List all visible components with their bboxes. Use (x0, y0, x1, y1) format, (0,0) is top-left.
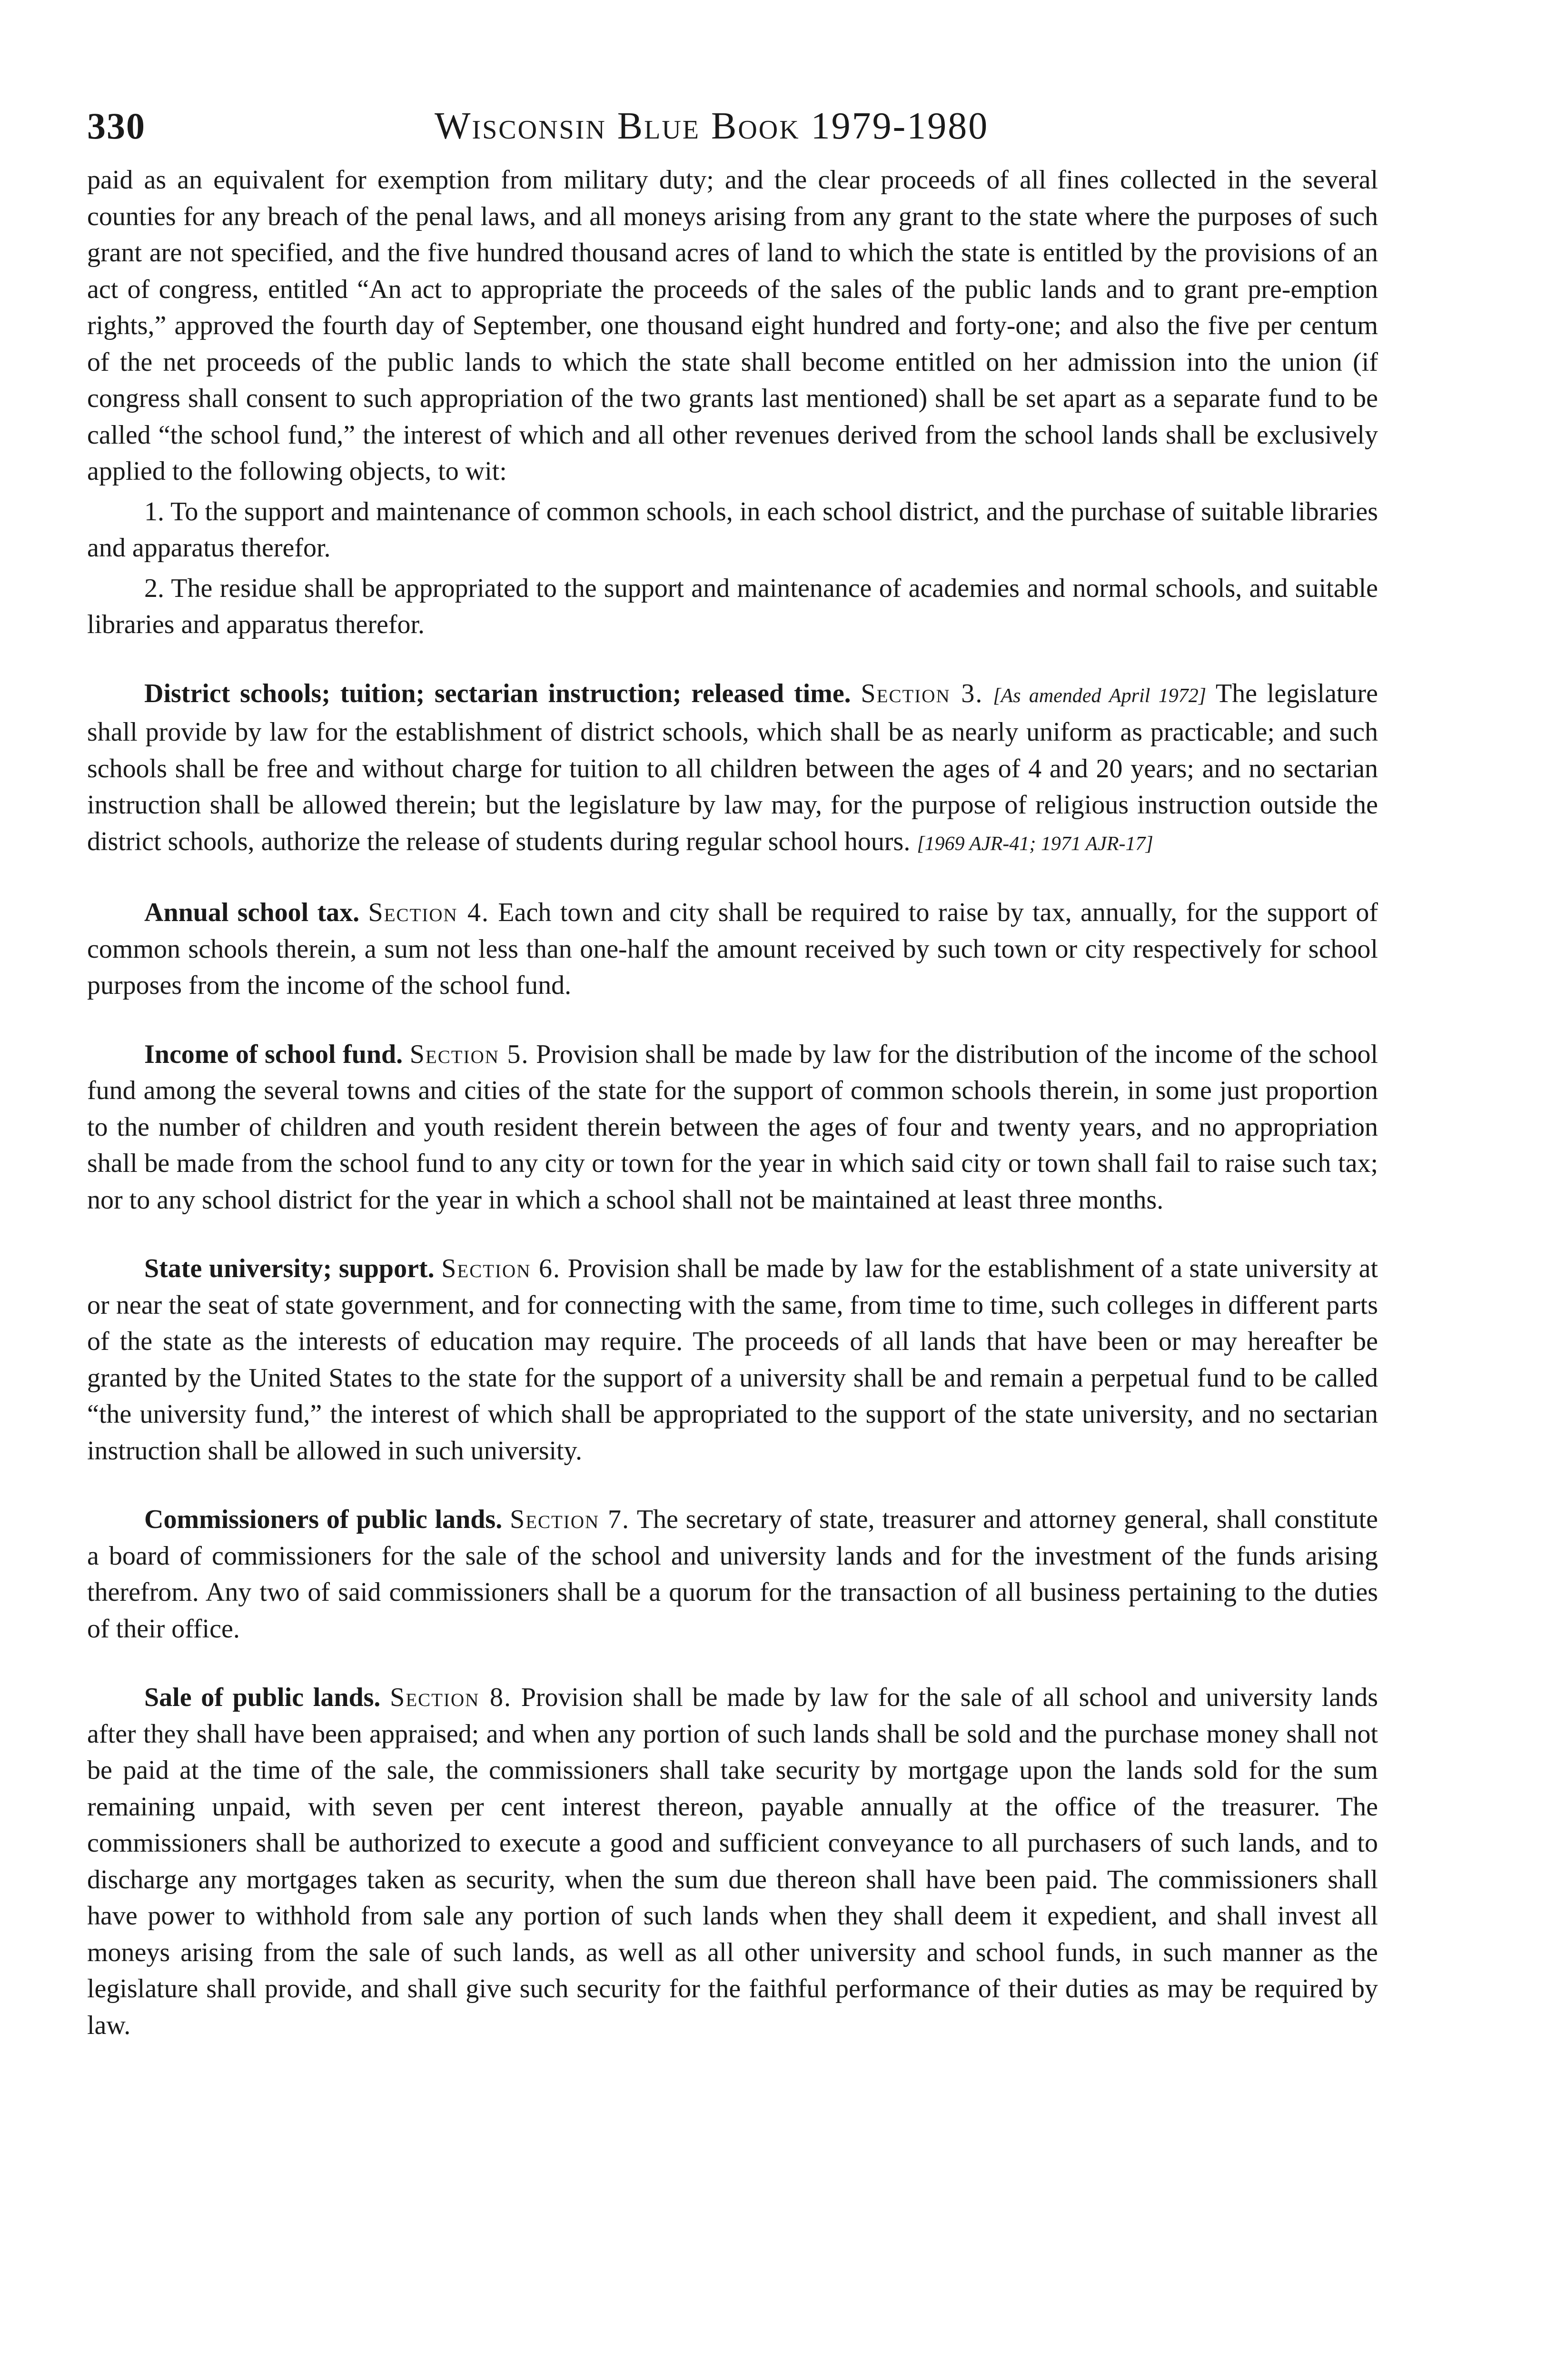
section-5 (87, 1036, 1378, 1219)
intro-paragraph: paid as an equivalent for exemption from military duty; and the clear proceeds of all fines collected in the several counties for any breach of the penal laws, and all moneys arising from any grant to the state where the purposes of such grant are not specified, and the five hundred thousand acres of land to which the state is entitled by the provisions of an act of congress, entitled “An act to appropriate the proceeds of the sales of the public lands and to grant pre-emption rights,” approved the fourth day of September, one thousand eight hundred and forty-one; and also the five per centum of the net proceeds of the public lands to which the state shall become entitled on her admission into the union (if congress shall consent to such appropriation of the two grants last mentioned) shall be set apart as a separate fund to be called “the school fund,” the interest of which and all other revenues derived from the school lands shall be exclusively applied to the following objects, to wit: (87, 165, 1378, 486)
section-body: Provision shall be made by law for the sale of all school and university lands after they shall have been appraised; and when any portion of such lands shall be sold and the purchase money shall not be paid at the time of the sale, the commissioners shall take security by mortgage upon the lands sold for the sum remaining unpaid, with seven per cent interest thereon, payable annually at the office of the treasurer. The commissioners shall be authorized to execute a good and sufficient conveyance to all purchasers of such lands, and to discharge any mortgages taken as security, when the sum due thereon shall have been paid. The commissioners shall have power to withhold from sale any portion of such lands when they shall deem it expedient, and shall invest all moneys arising from the sale of such lands, as well as all other university and school funds, in such manner as the legislature shall provide, and shall give such security for the faithful performance of their duties as may be required by law. (87, 1683, 1378, 2040)
section-label: Section 3. (861, 678, 983, 708)
page-header (87, 95, 1378, 162)
amendment-note: [As amended April 1972] (993, 684, 1207, 707)
section-body: The legislature shall provide by law for the establishment of district schools, which shall be as nearly uniform as practicable; and such schools shall be free and without charge for tuition to all children between the ages of 4 and 20 years; and no sectarian instruction shall be allowed therein; but the legislature by law may, for the purpose of religious instruction outside the district schools, authorize the release of students during regular school hours. (87, 678, 1378, 856)
section-heading: State university; support. (144, 1254, 435, 1283)
list-item: 1. To the support and maintenance of common schools, in each school district, and the purchase of suitable libraries and apparatus therefor. (87, 496, 1378, 563)
section-6 (87, 1250, 1378, 1469)
section-body: Provision shall be made by law for the establishment of a state university at or near the seat of state government, and for connecting with the same, from time to time, such colleges in different parts of the state as the interests of education may require. The proceeds of all lands that have been or may hereafter be granted by the United States to the state for the support of a university shall be and remain a perpetual fund to be called “the university fund,” the interest of which shall be appropriated to the support of the state university, and no sectarian instruction shall be allowed in such university. (87, 1254, 1378, 1466)
section-heading: Annual school tax. (144, 898, 360, 927)
section-body: Each town and city shall be required to raise by tax, annually, for the support of common schools therein, a sum not less than one-half the amount received by such town or city respectively for school purposes from the income of the school fund. (87, 898, 1378, 1000)
section-heading: Sale of public lands. (144, 1683, 381, 1712)
section-body: Provision shall be made by law for the distribution of the income of the school fund among the several towns and cities of the state for the support of common schools therein, in some just proportion to the number of children and youth resident therein between the ages of four and twenty years, and no appropriation shall be made from the school fund to any city or town for the year in which said city or town shall fail to raise such tax; nor to any school district for the year in which a school shall not be maintained at least three months. (87, 1039, 1378, 1215)
section-7 (87, 1501, 1378, 1647)
section-label: Section 8. (390, 1683, 512, 1712)
section-label: Section 4. (368, 898, 490, 927)
page-number: 330 (87, 105, 146, 147)
section-label: Section 5. (409, 1039, 529, 1069)
section-8 (87, 1679, 1378, 2043)
document-page (87, 95, 1378, 2043)
section-heading: District schools; tuition; sectarian instruction; released time. (144, 678, 851, 708)
section-label: Section 6. (441, 1254, 561, 1283)
section-heading: Income of school fund. (144, 1039, 403, 1069)
section-label: Section 7. (510, 1505, 630, 1534)
section-body: The secretary of state, treasurer and attorney general, shall constitute a board of commissioners for the sale of the school and university lands and for the investment of the funds arising therefrom. Any two of said commissioners shall be a quorum for the transaction of all business pertaining to the duties of their office. (87, 1505, 1378, 1644)
section-heading: Commissioners of public lands. (144, 1505, 503, 1534)
citation-note: [1969 AJR-41; 1971 AJR-17] (917, 833, 1153, 855)
section-4 (87, 894, 1378, 1004)
running-title: Wisconsin Blue Book 1979-1980 (435, 105, 989, 147)
section-3 (87, 675, 1378, 863)
list-item: 2. The residue shall be appropriated to the support and maintenance of academies and normal schools, and suitable libraries and apparatus therefor. (87, 573, 1378, 639)
